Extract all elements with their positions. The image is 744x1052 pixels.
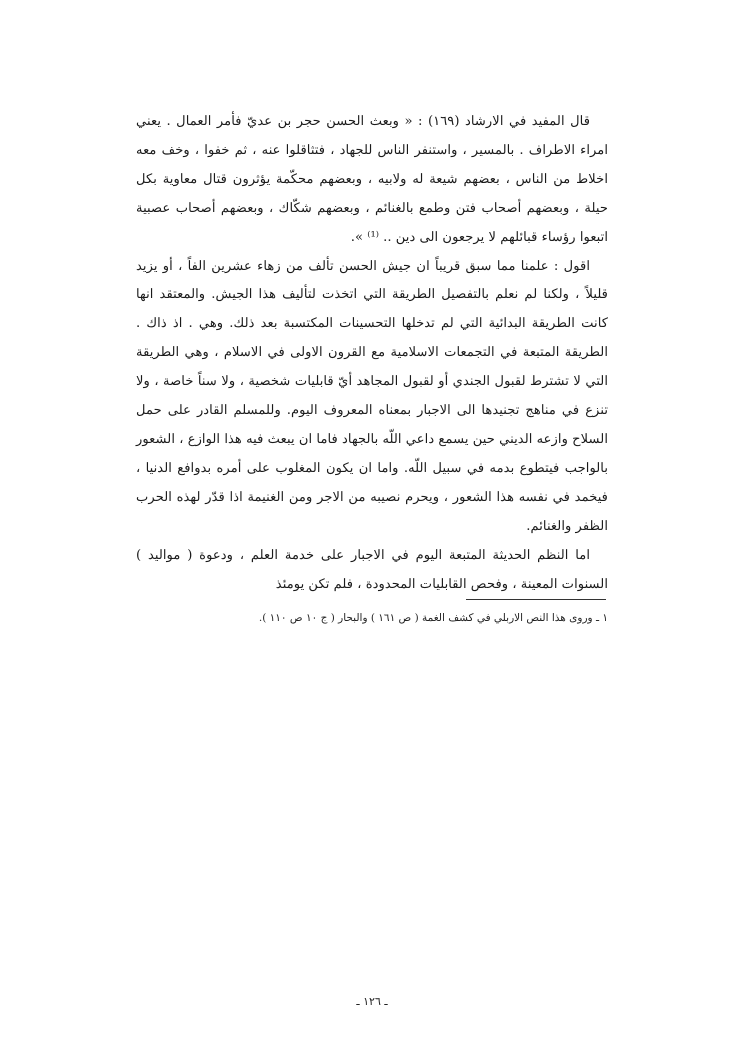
- paragraph-commentary: اقول : علمنا مما سبق قريباً ان جيش الحسن تألف من زهاء عشرين الفاً ، أو يزيد قليلاً ، ولكنا لم نعلم بالتفصيل الطريقة التي اتخذت لتأليف هذا الجيش. والمعتقد انها كانت الطريقة البدائية التي لم تدخلها التحسينات المكتسبة بعد ذلك. وهي . اذ ذاك . الطريقة المتبعة في التجمعات الاسلامية مع القرون الاولى في الاسلام ، وهي الطريقة التي لا تشترط لقبول الجندي أو لقبول المجاهد أيّ قابليات شخصية ، ولا سناً خاصة ، ولا تنزع في مناهج تجنيدها الى الاجبار بمعناه المعروف اليوم. وللمسلم القادر على حمل السلاح وازعه الديني حين يسمع داعي اللّه بالجهاد فاما ان يبعث فيه هذا الوازع ، الشعور بالواجب فيتطوع بدمه في سبيل اللّه. واما ان يكون المغلوب على أمره بدوافع الدنيا ، فيخمد في نفسه هذا الشعور ، ويحرم نصيبه من الاجر ومن الغنيمة اذا قدّر لهذه الحرب الظفر والغنائم.: [136, 258, 608, 534]
- main-text: [136, 108, 608, 599]
- footnote-divider: [466, 599, 606, 600]
- paragraph-quote: قال المفيد في الارشاد (١٦٩) : « وبعث الحسن حجر بن عديّ فأمر العمال . يعني امراء الاطراف . بالمسير ، واستنفر الناس للجهاد ، فتثاقلوا عنه ، ثم خفوا ، وخف معه اخلاط من الناس ، بعضهم شيعة له ولابيه ، وبعضهم محكّمة يؤثرون قتال معاوية بكل حيلة ، وبعضهم أصحاب فتن وطمع بالغنائم ، وبعضهم شكّاك ، وبعضهم أصحاب عصبية اتبعوا رؤساء قبائلهم لا يرجعون الى دين .. ⁽¹⁾ ».: [136, 114, 608, 245]
- page-number: ـ ١٢٦ ـ: [356, 995, 388, 1008]
- footnote: ١ ـ وروى هذا النص الاربلي في كشف الغمة ( ص ١٦١ ) والبحار ( ج ١٠ ص ١١٠ ).: [258, 612, 608, 624]
- paragraph-modern-systems: اما النظم الحديثة المتبعة اليوم في الاجبار على خدمة العلم ، ودعوة ( مواليد ) السنوات المعينة ، وفحص القابليات المحدودة ، فلم تكن يومئذ: [136, 547, 608, 592]
